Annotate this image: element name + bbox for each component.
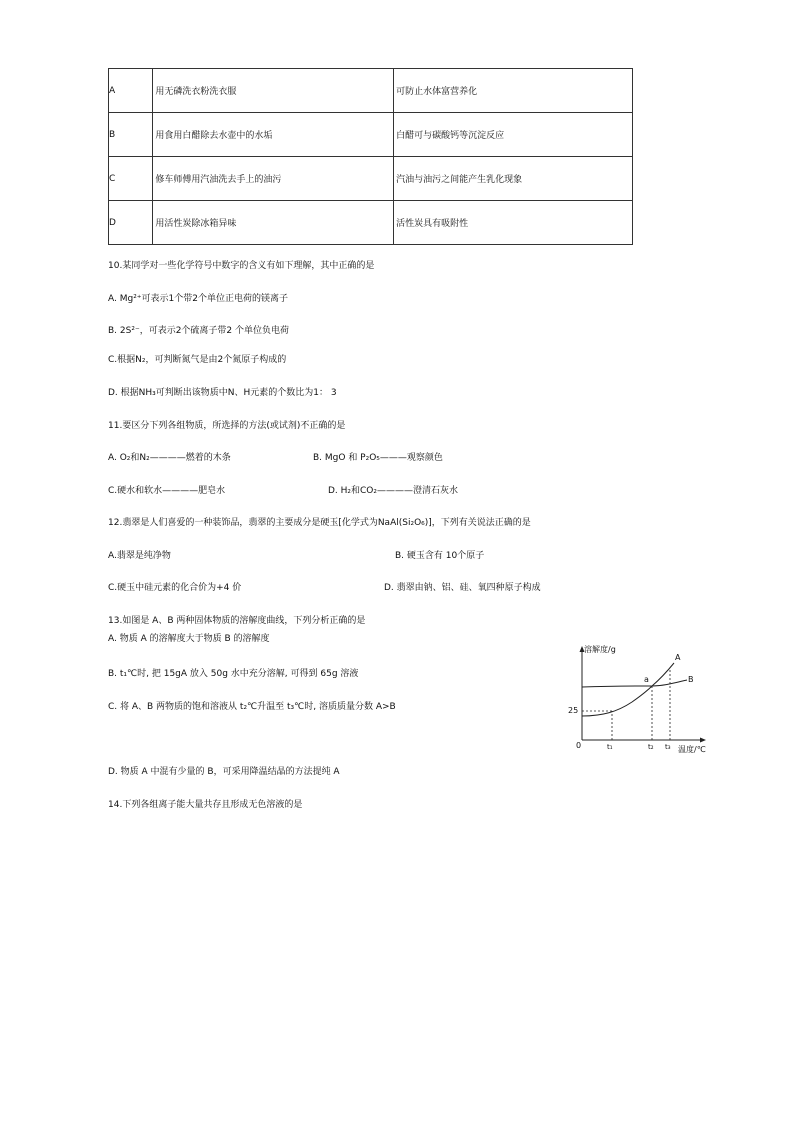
- row-action: 用食用白醋除去水壶中的水垢: [153, 113, 394, 157]
- x-axis-label: 温度/℃: [678, 745, 706, 754]
- options-table: [108, 68, 633, 245]
- row-label: C: [109, 157, 153, 201]
- row-reason: 白醋可与碳酸钙等沉淀反应: [394, 113, 633, 157]
- row-reason: 可防止水体富营养化: [394, 69, 633, 113]
- q13-option-d: D. 物质 A 中混有少量的 B，可采用降温结晶的方法提纯 A: [108, 767, 340, 777]
- q13-option-b: B. t₁℃时, 把 15gA 放入 50g 水中充分溶解, 可得到 65g 溶液: [108, 669, 359, 679]
- q12-option-a: A.翡翠是纯净物: [108, 551, 171, 561]
- q12-option-c: C.硬玉中硅元素的化合价为+4 价: [108, 583, 242, 593]
- x-tick-label: t₁: [607, 743, 613, 751]
- x-axis-arrow: [700, 738, 706, 743]
- row-action: 用无磷洗衣粉洗衣服: [153, 69, 394, 113]
- table-row: [109, 69, 633, 113]
- q13-option-c: C. 将 A、B 两物质的饱和溶液从 t₂℃升温至 t₃℃时, 溶质质量分数 A>B: [108, 702, 396, 712]
- row-reason: 汽油与油污之间能产生乳化现象: [394, 157, 633, 201]
- row-reason: 活性炭具有吸附性: [394, 201, 633, 245]
- table-row: [109, 113, 633, 157]
- y-tick-label: 25: [568, 706, 579, 715]
- y-axis-label: 溶解度/g: [584, 645, 616, 654]
- row-label: A: [109, 69, 153, 113]
- q11-option-b: B. MgO 和 P₂O₅———观察颜色: [313, 453, 443, 463]
- q11-stem: 11.要区分下列各组物质，所选择的方法(或试剂)不正确的是: [108, 421, 346, 431]
- intersection-label: a: [644, 675, 649, 684]
- row-label: B: [109, 113, 153, 157]
- q14-stem: 14.下列各组离子能大量共存且形成无色溶液的是: [108, 800, 303, 810]
- q11-option-a: A. O₂和N₂————燃着的木条: [108, 453, 231, 463]
- series-a-label: A: [675, 653, 681, 662]
- table-row: [109, 201, 633, 245]
- q10-option-d: D. 根据NH₃可判断出该物质中N、H元素的个数比为1： 3: [108, 388, 337, 398]
- q12-stem: 12.翡翠是人们喜爱的一种装饰品，翡翠的主要成分是硬玉[化学式为NaAl(Si₂O₆)]，下列有关说法正确的是: [108, 518, 531, 528]
- x-tick-label: t₃: [665, 743, 671, 751]
- row-action: 修车师傅用汽油洗去手上的油污: [153, 157, 394, 201]
- q10-option-b: B. 2S²⁻，可表示2个硫离子带2 个单位负电荷: [108, 326, 290, 336]
- series-b-label: B: [688, 675, 694, 684]
- curve-b: [582, 680, 687, 687]
- origin-label: 0: [576, 741, 582, 750]
- table-row: [109, 157, 633, 201]
- q10-option-a: A. Mg²⁺可表示1个带2个单位正电荷的镁离子: [108, 294, 289, 304]
- q13-stem: 13.如图是 A、B 两种固体物质的溶解度曲线，下列分析正确的是: [108, 616, 366, 626]
- solubility-chart: [562, 640, 717, 755]
- q13-option-a: A. 物质 A 的溶解度大于物质 B 的溶解度: [108, 634, 270, 644]
- q12-option-d: D. 翡翠由钠、铝、硅、氧四种原子构成: [384, 583, 541, 593]
- x-tick-label: t₂: [648, 743, 654, 751]
- q11-option-d: D. H₂和CO₂————澄清石灰水: [328, 486, 459, 496]
- q12-option-b: B. 硬玉含有 10个原子: [395, 551, 485, 561]
- curve-a: [582, 663, 674, 716]
- row-action: 用活性炭除冰箱异味: [153, 201, 394, 245]
- row-label: D: [109, 201, 153, 245]
- q11-option-c: C.硬水和软水————肥皂水: [108, 486, 226, 496]
- q10-option-c: C.根据N₂，可判断氮气是由2个氮原子构成的: [108, 355, 287, 365]
- q10-stem: 10.某同学对一些化学符号中数字的含义有如下理解，其中正确的是: [108, 261, 375, 271]
